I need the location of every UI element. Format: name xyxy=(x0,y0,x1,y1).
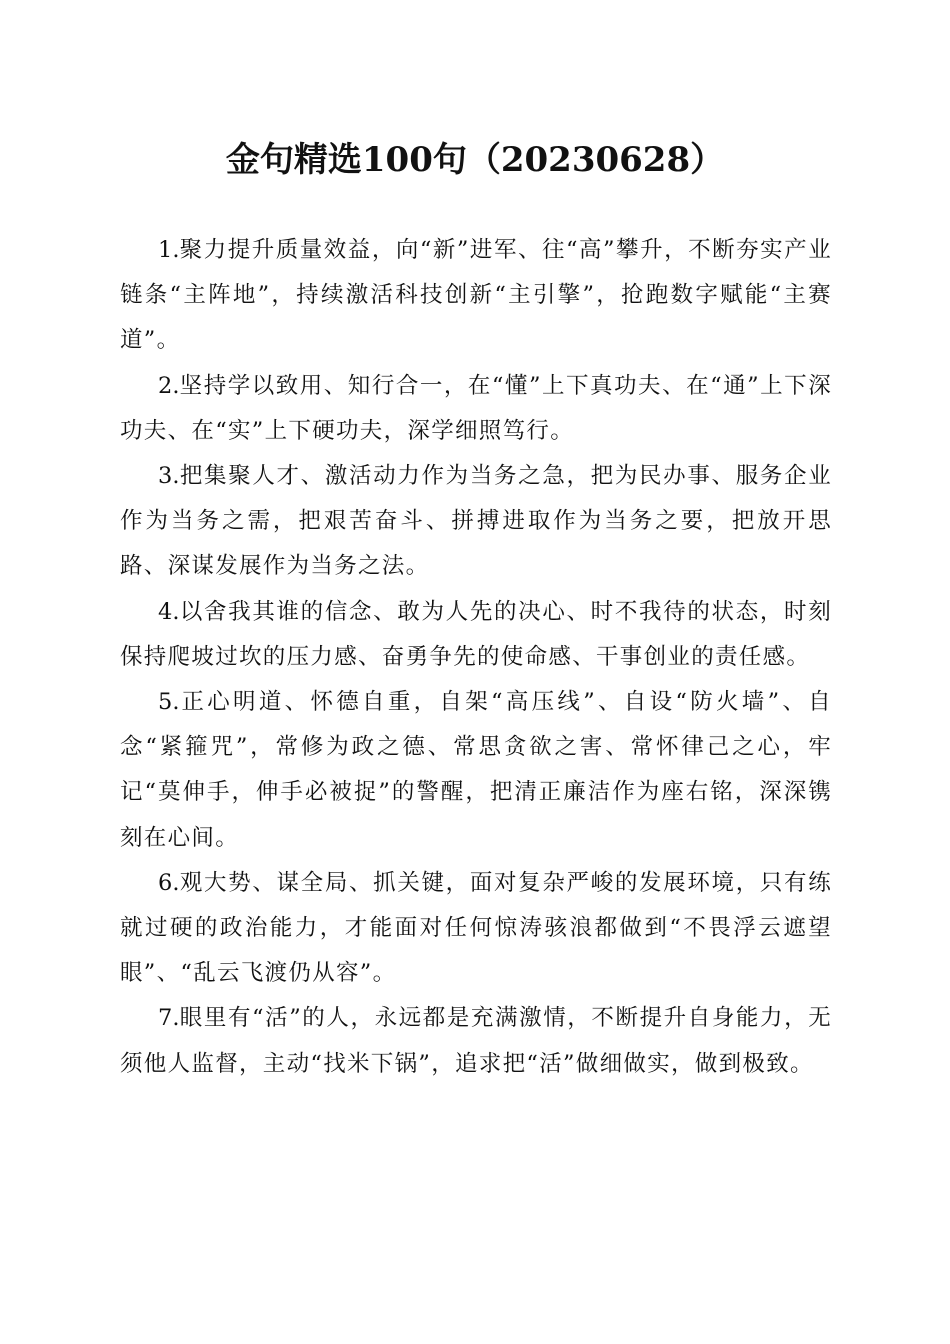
document-title: 金句精选100句（20230628） xyxy=(225,140,725,180)
paragraph-number: 5. xyxy=(158,689,180,716)
paragraph-number: 4. xyxy=(158,598,180,625)
paragraph-text: 观大势、谋全局、抓关键，面对复杂严峻的发展环境，只有练就过硬的政治能力，才能面对任何惊涛骇浪都做到“不畏浮云遮望眼”、“乱云飞渡仍从容”。 xyxy=(120,869,832,987)
paragraph-text: 聚力提升质量效益，向“新”进军、往“高”攀升，不断夯实产业链条“主阵地”，持续激活科技创新“主引擎”，抢跑数字赋能“主赛道”。 xyxy=(120,237,832,354)
paragraph-number: 7. xyxy=(158,1005,180,1032)
paragraph-number: 3. xyxy=(158,463,180,490)
paragraph-text: 坚持学以致用、知行合一，在“懂”上下真功夫、在“通”上下深功夫、在“实”上下硬功夫，深学细照笃行。 xyxy=(120,372,832,444)
paragraph-7 xyxy=(120,996,832,1086)
paragraph-number: 2. xyxy=(158,372,180,399)
paragraph-text: 以舍我其谁的信念、敢为人先的决心、时不我待的状态，时刻保持爬坡过坎的压力感、奋勇争先的使命感、干事创业的责任感。 xyxy=(120,598,832,670)
paragraph-number: 1. xyxy=(158,237,180,263)
paragraph-2 xyxy=(120,364,832,454)
paragraph-number: 6. xyxy=(158,869,180,896)
paragraph-text: 把集聚人才、激活动力作为当务之急，把为民办事、服务企业作为当务之需，把艰苦奋斗、拼搏进取作为当务之要，把放开思路、深谋发展作为当务之法。 xyxy=(120,463,832,580)
paragraph-1 xyxy=(120,228,832,364)
paragraph-6 xyxy=(120,861,832,997)
paragraph-4 xyxy=(120,590,832,680)
paragraph-5 xyxy=(120,680,832,861)
document-body xyxy=(120,228,832,1087)
paragraph-text: 正心明道、怀德自重，自架“高压线”、自设“防火墙”、自念“紧箍咒”，常修为政之德、常思贪欲之害、常怀律己之心，牢记“莫伸手，伸手必被捉”的警醒，把清正廉洁作为座右铭，深深镌刻在心间。 xyxy=(120,689,832,851)
paragraph-3 xyxy=(120,454,832,590)
paragraph-text: 眼里有“活”的人，永远都是充满激情，不断提升自身能力，无须他人监督，主动“找米下锅”，追求把“活”做细做实，做到极致。 xyxy=(120,1005,832,1077)
